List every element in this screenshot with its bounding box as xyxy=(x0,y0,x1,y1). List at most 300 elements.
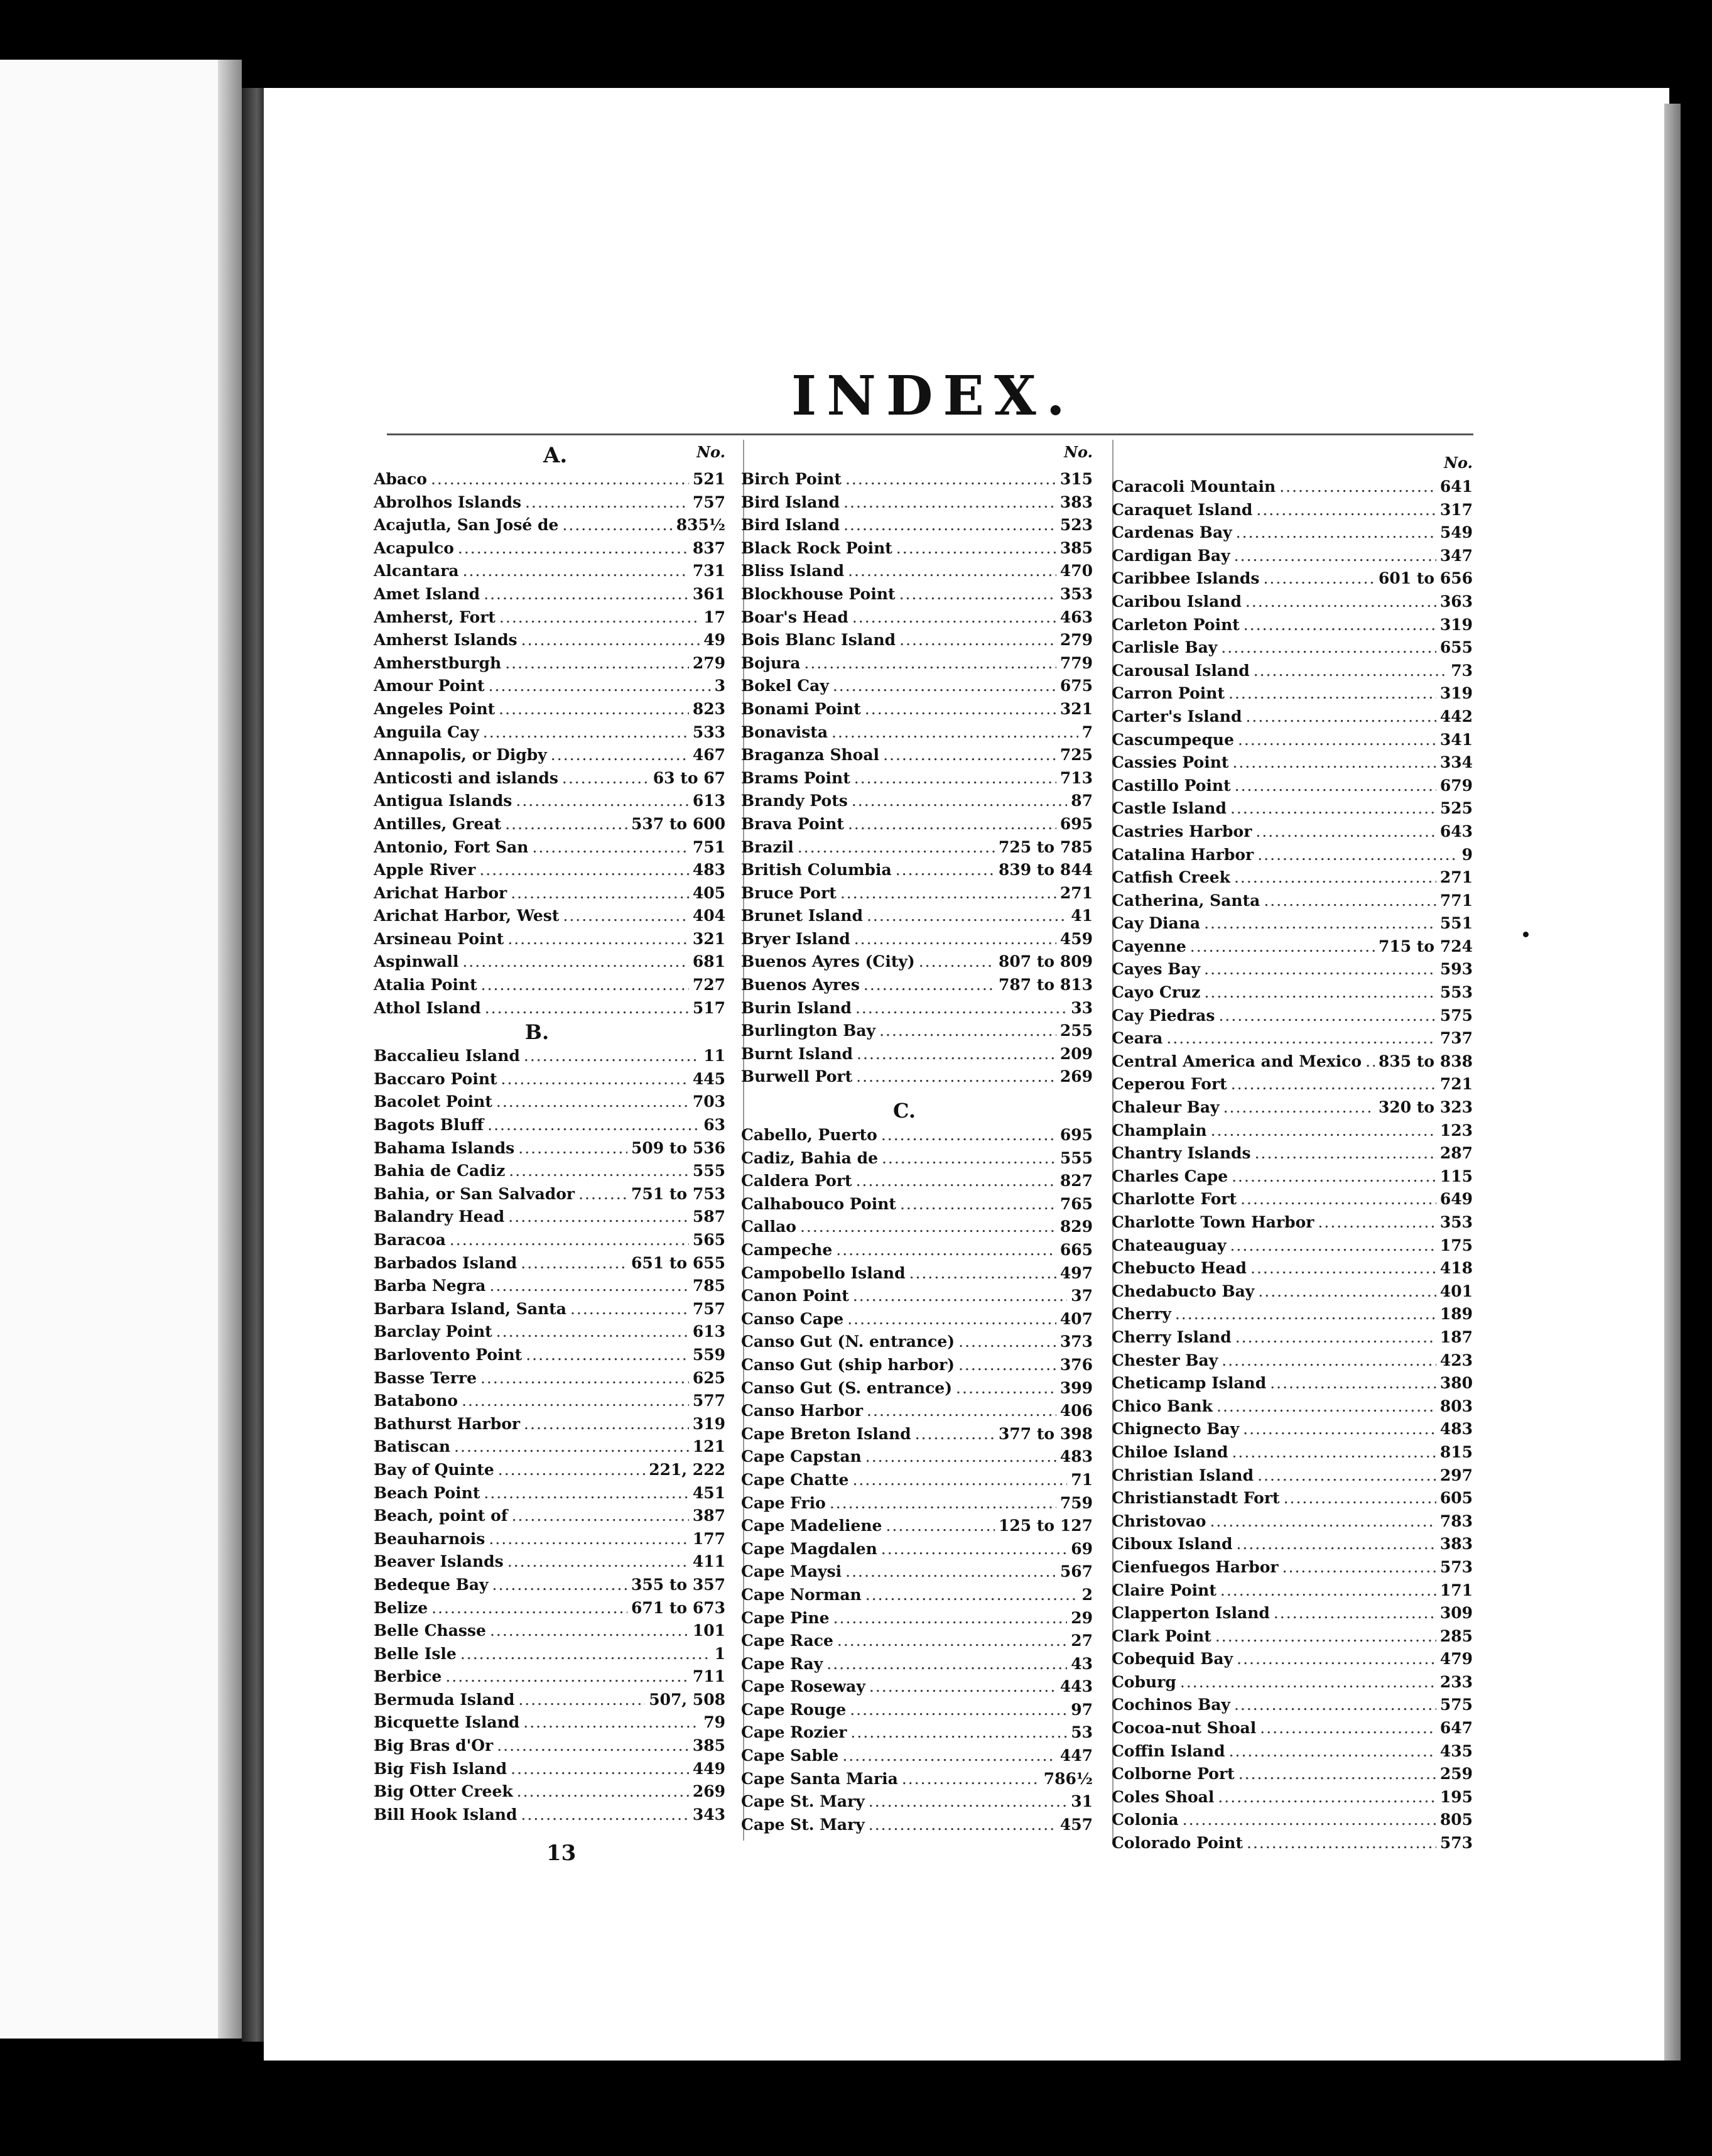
leader-dots xyxy=(501,1068,689,1091)
entry-number: 189 xyxy=(1439,1305,1473,1324)
leader-dots xyxy=(915,1423,995,1446)
index-entry xyxy=(374,1758,725,1781)
index-entry xyxy=(1112,499,1473,522)
index-entry xyxy=(741,813,1093,836)
entry-number: 765 xyxy=(1059,1194,1093,1213)
entry-name: Cherry Island xyxy=(1112,1327,1232,1346)
index-entry xyxy=(1112,476,1473,499)
index-entry xyxy=(1112,1832,1473,1855)
entry-number: 575 xyxy=(1439,1696,1473,1714)
entry-number: 33 xyxy=(1071,998,1093,1017)
leader-dots xyxy=(1229,1740,1436,1763)
entry-name: Amet Island xyxy=(374,584,480,603)
leader-dots xyxy=(833,1607,1068,1630)
column-heading: No. xyxy=(1444,454,1473,472)
leader-dots xyxy=(1270,1372,1436,1395)
index-entry xyxy=(374,744,725,767)
entry-number: 567 xyxy=(1059,1562,1093,1581)
leader-dots xyxy=(1166,1027,1436,1050)
entry-name: Caldera Port xyxy=(741,1172,852,1190)
leader-dots xyxy=(902,1768,1040,1791)
entry-number: 470 xyxy=(1059,562,1093,580)
leader-dots xyxy=(853,1285,1067,1308)
index-entry xyxy=(1112,1096,1473,1119)
leader-dots xyxy=(881,1538,1067,1561)
leader-dots xyxy=(1204,958,1436,981)
entry-number: 593 xyxy=(1439,960,1473,979)
index-entry xyxy=(741,836,1093,859)
entry-number: 445 xyxy=(692,1069,725,1088)
entry-number: 525 xyxy=(1439,799,1473,818)
entry-name: Catfish Creek xyxy=(1112,868,1230,887)
index-entry xyxy=(374,1160,725,1183)
entry-number: 27 xyxy=(1071,1631,1093,1650)
entry-name: Canso Gut (ship harbor) xyxy=(741,1355,955,1374)
entry-number: 279 xyxy=(692,653,725,672)
entry-number: 405 xyxy=(692,883,725,902)
entry-number: 443 xyxy=(1059,1677,1093,1696)
entry-name: Bahama Islands xyxy=(374,1138,515,1157)
leader-dots xyxy=(1258,1280,1436,1304)
entry-name: Castries Harbor xyxy=(1112,822,1252,841)
index-entry xyxy=(741,491,1093,514)
entry-name: Colborne Port xyxy=(1112,1765,1235,1783)
index-entry xyxy=(374,1367,725,1390)
leader-dots xyxy=(1236,521,1436,545)
entry-name: Anguila Cay xyxy=(374,722,479,741)
leader-dots xyxy=(869,1675,1056,1699)
entry-name: Cardigan Bay xyxy=(1112,546,1230,565)
entry-number: 757 xyxy=(692,493,725,511)
entry-name: Carter's Island xyxy=(1112,707,1242,726)
entry-name: Acapulco xyxy=(374,538,454,557)
entry-number: 361 xyxy=(692,584,725,603)
index-entry xyxy=(741,514,1093,537)
leader-dots xyxy=(1237,1648,1436,1671)
leader-dots xyxy=(1257,1464,1436,1488)
entry-number: 537 to 600 xyxy=(631,814,725,833)
entry-number: 555 xyxy=(692,1162,725,1180)
leader-dots xyxy=(1232,751,1436,775)
entry-name: Caracoli Mountain xyxy=(1112,477,1276,496)
index-entry xyxy=(1112,1556,1473,1579)
index-entry xyxy=(374,1320,725,1344)
index-entry xyxy=(741,1630,1093,1653)
index-entry xyxy=(374,468,725,491)
leader-dots xyxy=(850,1699,1067,1722)
index-entry xyxy=(1112,1809,1473,1832)
entry-name: Carron Point xyxy=(1112,684,1225,703)
leader-dots xyxy=(1365,1050,1375,1074)
entry-name: Barba Negra xyxy=(374,1277,486,1295)
leader-dots xyxy=(826,1653,1067,1676)
index-entry xyxy=(374,629,725,652)
leader-dots xyxy=(1238,1763,1436,1786)
leader-dots xyxy=(867,905,1067,928)
entry-number: 641 xyxy=(1439,477,1473,496)
entry-number: 321 xyxy=(692,929,725,948)
entry-name: Chignecto Bay xyxy=(1112,1420,1240,1439)
entry-name: Anticosti and islands xyxy=(374,768,558,787)
leader-dots xyxy=(507,1550,689,1574)
entry-name: Callao xyxy=(741,1217,796,1236)
entry-name: Canso Gut (S. entrance) xyxy=(741,1378,953,1397)
entry-number: 839 to 844 xyxy=(999,861,1093,879)
leader-dots xyxy=(1236,1533,1436,1556)
index-entry xyxy=(374,514,725,537)
index-entry xyxy=(741,652,1093,675)
entry-name: Baracoa xyxy=(374,1231,446,1249)
entry-number: 334 xyxy=(1439,753,1473,772)
entry-number: 423 xyxy=(1439,1351,1473,1369)
entry-number: 49 xyxy=(703,631,725,650)
entry-number: 355 to 357 xyxy=(631,1575,725,1594)
entry-number: 731 xyxy=(692,562,725,580)
entry-number: 87 xyxy=(1071,792,1093,810)
index-entry xyxy=(741,560,1093,583)
leader-dots xyxy=(1282,1556,1436,1579)
entry-number: 401 xyxy=(1439,1282,1473,1300)
entry-number: 171 xyxy=(1439,1581,1473,1599)
index-entry xyxy=(1112,1188,1473,1211)
index-entry xyxy=(741,1768,1093,1791)
index-entry xyxy=(741,698,1093,721)
leader-dots xyxy=(431,1597,627,1620)
index-entry xyxy=(741,997,1093,1020)
entry-number: 786½ xyxy=(1043,1769,1093,1788)
entry-number: 751 xyxy=(692,837,725,856)
leader-dots xyxy=(881,1124,1056,1147)
entry-name: Cayes Bay xyxy=(1112,960,1201,979)
entry-number: 9 xyxy=(1461,845,1473,864)
entry-number: 613 xyxy=(692,792,725,810)
leader-dots xyxy=(1274,1602,1436,1625)
index-entry xyxy=(374,836,725,859)
entry-name: Cape Race xyxy=(741,1631,833,1650)
entry-number: 509 to 536 xyxy=(631,1138,725,1157)
entry-name: Christovao xyxy=(1112,1511,1206,1530)
entry-number: 575 xyxy=(1439,1006,1473,1025)
entry-number: 177 xyxy=(692,1529,725,1548)
entry-number: 195 xyxy=(1439,1787,1473,1806)
title-rule xyxy=(387,433,1473,435)
index-entry xyxy=(1112,1694,1473,1717)
leader-dots xyxy=(837,1630,1067,1653)
index-entry xyxy=(1112,705,1473,729)
leader-dots xyxy=(855,997,1067,1020)
index-entry xyxy=(741,1308,1093,1331)
entry-name: Castillo Point xyxy=(1112,776,1231,795)
entry-name: Angeles Point xyxy=(374,699,496,718)
index-entry xyxy=(374,675,725,698)
index-entry xyxy=(1112,521,1473,545)
leader-dots xyxy=(1234,866,1436,890)
leader-dots xyxy=(879,1020,1056,1043)
entry-number: 829 xyxy=(1059,1217,1093,1236)
entry-name: Campobello Island xyxy=(741,1263,906,1282)
entry-number: 175 xyxy=(1439,1236,1473,1255)
index-entry xyxy=(1112,844,1473,867)
index-entry xyxy=(1112,1464,1473,1488)
index-entry xyxy=(1112,1257,1473,1280)
entry-number: 221, 222 xyxy=(649,1460,725,1479)
entry-number: 483 xyxy=(692,861,725,879)
entry-number: 587 xyxy=(692,1207,725,1226)
index-entry xyxy=(1112,866,1473,890)
index-entry xyxy=(374,1620,725,1643)
entry-number: 73 xyxy=(1451,661,1473,680)
entry-number: 555 xyxy=(1059,1148,1093,1167)
entry-name: Charles Cape xyxy=(1112,1167,1228,1185)
entry-number: 483 xyxy=(1439,1420,1473,1439)
entry-name: Bliss Island xyxy=(741,562,845,580)
entry-number: 271 xyxy=(1439,868,1473,887)
entry-number: 387 xyxy=(692,1506,725,1525)
entry-name: Caribbee Islands xyxy=(1112,569,1260,588)
entry-list xyxy=(741,1124,1093,1836)
index-entry xyxy=(741,1607,1093,1630)
index-entry xyxy=(374,790,725,813)
index-entry xyxy=(1112,935,1473,959)
index-entry xyxy=(374,1804,725,1827)
index-entry xyxy=(741,859,1093,882)
index-entry xyxy=(741,1170,1093,1193)
leader-dots xyxy=(833,675,1056,698)
entry-number: 449 xyxy=(692,1759,725,1778)
entry-number: 751 to 753 xyxy=(631,1184,725,1203)
entry-number: 613 xyxy=(692,1322,725,1341)
index-entry xyxy=(741,1699,1093,1722)
index-entry xyxy=(374,1574,725,1597)
entry-name: Beach, point of xyxy=(374,1506,508,1525)
entry-number: 418 xyxy=(1439,1259,1473,1278)
leader-dots xyxy=(857,1043,1056,1066)
entry-name: Cape Rouge xyxy=(741,1700,847,1719)
entry-name: Abaco xyxy=(374,470,427,488)
entry-number: 321 xyxy=(1059,699,1093,718)
leader-dots xyxy=(490,1620,689,1643)
leader-dots xyxy=(479,859,688,882)
section-letter-a: A. xyxy=(543,443,568,468)
leader-dots xyxy=(1260,1717,1436,1740)
index-entry xyxy=(374,1114,725,1137)
entry-number: 123 xyxy=(1439,1121,1473,1140)
leader-dots xyxy=(458,537,689,560)
entry-name: Bill Hook Island xyxy=(374,1805,517,1824)
index-entry xyxy=(1112,682,1473,705)
entry-name: Barclay Point xyxy=(374,1322,492,1341)
entry-number: 29 xyxy=(1071,1608,1093,1627)
leader-dots xyxy=(511,1758,689,1781)
index-entry xyxy=(741,767,1093,790)
index-entry xyxy=(374,1229,725,1252)
entry-name: Antigua Islands xyxy=(374,792,512,810)
leader-dots xyxy=(1257,844,1458,867)
entry-name: Bird Island xyxy=(741,493,840,511)
entry-name: Baccaro Point xyxy=(374,1069,497,1088)
entry-name: Cape Breton Island xyxy=(741,1424,911,1443)
entry-name: Chester Bay xyxy=(1112,1351,1218,1369)
index-entry xyxy=(1112,1142,1473,1165)
entry-name: Bryer Island xyxy=(741,929,850,948)
entry-name: Cape Capstan xyxy=(741,1447,862,1466)
entry-number: 559 xyxy=(692,1345,725,1364)
leader-dots xyxy=(499,606,700,629)
entry-name: Caraquet Island xyxy=(1112,500,1253,519)
entry-name: Amherst, Fort xyxy=(374,607,496,626)
leader-dots xyxy=(562,767,649,790)
entry-number: 347 xyxy=(1439,546,1473,565)
entry-name: Chantry Islands xyxy=(1112,1144,1251,1163)
leader-dots xyxy=(845,468,1056,491)
leader-dots xyxy=(507,928,688,951)
entry-number: 37 xyxy=(1071,1287,1093,1305)
leader-dots xyxy=(1216,1395,1436,1418)
leader-dots xyxy=(431,468,689,491)
index-entry xyxy=(374,1689,725,1712)
entry-name: Burin Island xyxy=(741,998,852,1017)
entry-number: 53 xyxy=(1071,1723,1093,1742)
leader-dots xyxy=(865,1584,1078,1607)
leader-dots xyxy=(570,1298,689,1321)
entry-name: Cayenne xyxy=(1112,937,1186,956)
entry-number: 101 xyxy=(692,1621,725,1640)
entry-number: 573 xyxy=(1439,1834,1473,1853)
leader-dots xyxy=(1175,1303,1436,1326)
leader-dots xyxy=(850,1721,1067,1745)
index-entry xyxy=(1112,1602,1473,1625)
entry-name: Big Otter Creek xyxy=(374,1782,513,1801)
index-column-2 xyxy=(741,443,1093,1836)
index-entry xyxy=(1112,1625,1473,1648)
entry-name: Belle Chasse xyxy=(374,1621,486,1640)
index-entry xyxy=(741,468,1093,491)
entry-name: Berbice xyxy=(374,1667,442,1686)
index-entry xyxy=(741,1043,1093,1066)
entry-name: Charlotte Fort xyxy=(1112,1190,1237,1209)
entry-number: 341 xyxy=(1439,730,1473,749)
entry-name: Amherstburgh xyxy=(374,653,502,672)
leader-dots xyxy=(840,882,1056,905)
leader-dots xyxy=(856,1170,1056,1193)
entry-name: Amour Point xyxy=(374,677,485,695)
leader-dots xyxy=(798,836,995,859)
entry-number: 407 xyxy=(1059,1309,1093,1328)
leader-dots xyxy=(958,1331,1056,1354)
index-entry xyxy=(1112,958,1473,981)
entry-number: 43 xyxy=(1071,1654,1093,1673)
entry-number: 459 xyxy=(1059,929,1093,948)
index-entry xyxy=(741,1377,1093,1400)
entry-name: Black Rock Point xyxy=(741,538,892,557)
entry-number: 363 xyxy=(1439,592,1473,611)
leader-dots xyxy=(1245,591,1436,614)
leader-dots xyxy=(521,629,700,652)
leader-dots xyxy=(1211,1119,1436,1143)
index-entry xyxy=(1112,1372,1473,1395)
leader-dots xyxy=(551,744,689,767)
leader-dots xyxy=(489,1528,688,1551)
leader-dots xyxy=(1279,476,1436,499)
leader-dots xyxy=(518,1137,627,1160)
entry-number: 442 xyxy=(1439,707,1473,726)
entry-number: 759 xyxy=(1059,1493,1093,1512)
entry-name: Bedeque Bay xyxy=(374,1575,489,1594)
entry-name: Beach Point xyxy=(374,1483,480,1502)
leader-dots xyxy=(882,1147,1056,1170)
entry-number: 671 to 673 xyxy=(631,1598,725,1617)
entry-number: 317 xyxy=(1439,500,1473,519)
entry-number: 681 xyxy=(692,952,725,971)
index-entry xyxy=(374,721,725,744)
leader-dots xyxy=(1243,1418,1436,1441)
leader-dots xyxy=(511,882,689,905)
index-entry xyxy=(1112,1671,1473,1694)
entry-name: Acajutla, San José de xyxy=(374,516,559,535)
leader-dots xyxy=(1204,912,1436,935)
index-entry xyxy=(374,974,725,997)
index-entry xyxy=(1112,1717,1473,1740)
index-entry xyxy=(741,1745,1093,1768)
index-entry xyxy=(1112,890,1473,913)
entry-name: Atalia Point xyxy=(374,976,477,994)
index-entry xyxy=(374,859,725,882)
leader-dots xyxy=(525,491,689,514)
index-entry xyxy=(741,882,1093,905)
leader-dots xyxy=(1218,1004,1436,1028)
index-entry xyxy=(741,1515,1093,1538)
entry-list xyxy=(374,468,725,1020)
entry-name: Burwell Port xyxy=(741,1067,853,1086)
index-entry xyxy=(741,974,1093,997)
index-entry xyxy=(741,629,1093,652)
entry-number: 815 xyxy=(1439,1442,1473,1461)
index-entry xyxy=(1112,567,1473,591)
entry-name: Arsineau Point xyxy=(374,929,504,948)
leader-dots xyxy=(832,721,1078,744)
leader-dots xyxy=(958,1354,1056,1377)
entry-number: 837 xyxy=(692,538,725,557)
leader-dots xyxy=(836,1239,1056,1262)
entry-name: Baccalieu Island xyxy=(374,1047,520,1065)
entry-number: 549 xyxy=(1439,523,1473,542)
entry-number: 383 xyxy=(1059,493,1093,511)
index-entry xyxy=(741,1492,1093,1515)
index-entry xyxy=(1112,636,1473,660)
entry-name: Bagots Bluff xyxy=(374,1116,484,1135)
index-entry xyxy=(741,1423,1093,1446)
index-entry xyxy=(741,790,1093,813)
entry-number: 447 xyxy=(1059,1746,1093,1765)
entry-name: Cape Frio xyxy=(741,1493,826,1512)
entry-name: Cape Sable xyxy=(741,1746,839,1765)
entry-number: 63 xyxy=(703,1116,725,1135)
entry-number: 279 xyxy=(1059,631,1093,650)
entry-list xyxy=(1112,476,1473,1855)
index-entry xyxy=(1112,1280,1473,1304)
leader-dots xyxy=(496,1320,689,1344)
entry-name: Bonami Point xyxy=(741,699,861,718)
entry-number: 787 to 813 xyxy=(999,976,1093,994)
leader-dots xyxy=(454,1435,689,1459)
index-entry xyxy=(1112,912,1473,935)
index-entry xyxy=(741,1538,1093,1561)
entry-name: Bermuda Island xyxy=(374,1690,515,1709)
entry-number: 121 xyxy=(692,1437,725,1456)
entry-number: 695 xyxy=(1059,1126,1093,1145)
entry-number: 771 xyxy=(1439,891,1473,910)
leader-dots xyxy=(1238,729,1436,752)
